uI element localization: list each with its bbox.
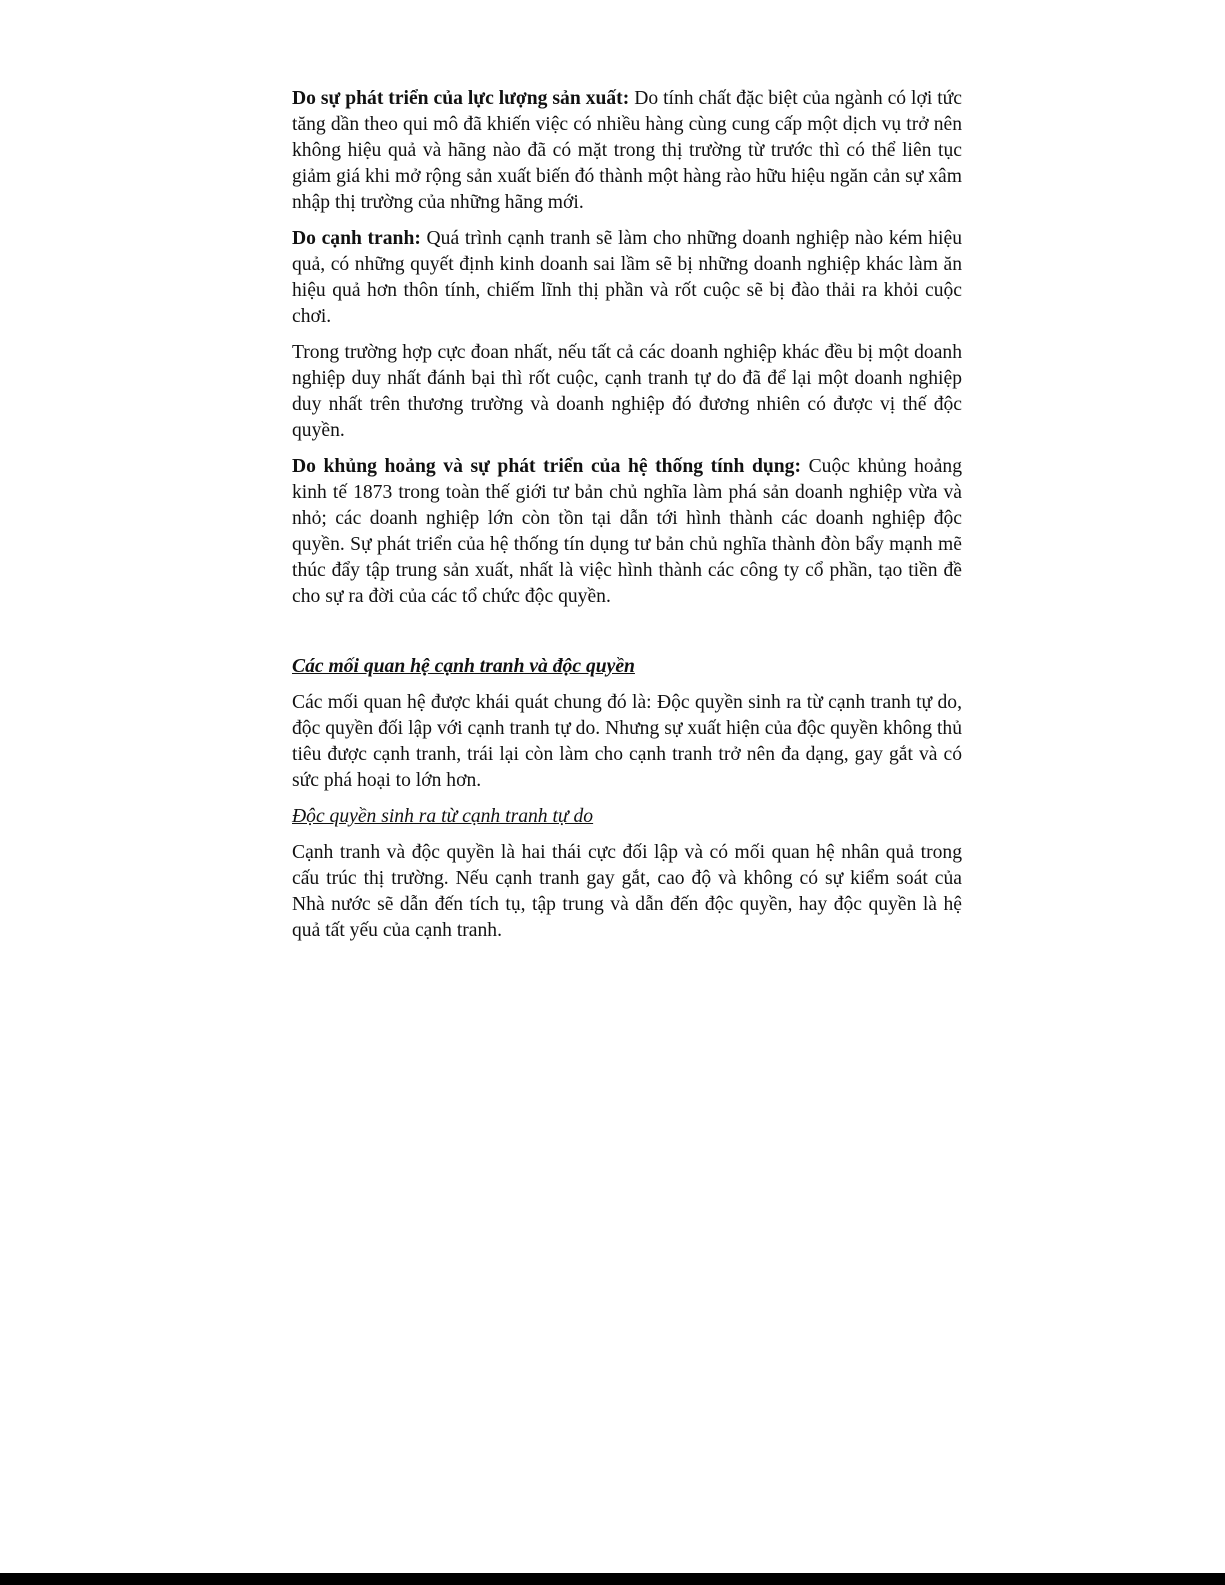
paragraph-productive-forces bbox=[292, 86, 962, 216]
paragraph-text: Cuộc khủng hoảng kinh tế 1873 trong toàn thế giới tư bản chủ nghĩa làm phá sản doanh nghiệp vừa và nhỏ; các doanh nghiệp lớn còn tồn tại dẫn tới hình thành các doanh nghiệp độc quyền. Sự phát triển của hệ thống tín dụng tư bản chủ nghĩa thành đòn bẩy mạnh mẽ thúc đẩy tập trung sản xuất, nhất là việc hình thành các công ty cổ phần, tạo tiền đề cho sự ra đời của các tổ chức độc quyền. bbox=[292, 456, 962, 607]
section-heading: Các mối quan hệ cạnh tranh và độc quyền bbox=[292, 656, 635, 677]
paragraph-lead: Do cạnh tranh: bbox=[292, 228, 421, 249]
paragraph-text: Trong trường hợp cực đoan nhất, nếu tất cả các doanh nghiệp khác đều bị một doanh nghiệp duy nhất đánh bại thì rốt cuộc, cạnh tranh tự do đã để lại một doanh nghiệp duy nhất trên thương trường và doanh nghiệp đó đương nhiên có được vị thế độc quyền. bbox=[292, 342, 962, 441]
paragraph-lead: Do khủng hoảng và sự phát triển của hệ thống tính dụng: bbox=[292, 456, 801, 477]
paragraph-competition bbox=[292, 226, 962, 330]
paragraph-lead: Do sự phát triển của lực lượng sản xuất: bbox=[292, 88, 630, 109]
document-page bbox=[292, 86, 962, 954]
sub-heading: Độc quyền sinh ra từ cạnh tranh tự do bbox=[292, 806, 594, 827]
paragraph-text: Quá trình cạnh tranh sẽ làm cho những doanh nghiệp nào kém hiệu quả, có những quyết định kinh doanh sai lầm sẽ bị những doanh nghiệp khác làm ăn hiệu quả hơn thôn tính, chiếm lĩnh thị phần và rốt cuộc sẽ bị đào thải ra khỏi cuộc chơi. bbox=[292, 228, 962, 327]
section-intro-paragraph: Các mối quan hệ được khái quát chung đó là: Độc quyền sinh ra từ cạnh tranh tự do, độc quyền đối lập với cạnh tranh tự do. Nhưng sự xuất hiện của độc quyền không thủ tiêu được cạnh tranh, trái lại còn làm cho cạnh tranh trở nên đa dạng, gay gắt và có sức phá hoại to lớn hơn. bbox=[292, 692, 962, 791]
paragraph-text: Do tính chất đặc biệt của ngành có lợi tức tăng dần theo qui mô đã khiến việc có nhiều hàng cùng cung cấp một dịch vụ trở nên không hiệu quả và hãng nào đã có mặt trong thị trường từ trước thì có thể liên tục giảm giá khi mở rộng sản xuất biến đó thành một hàng rào hữu hiệu ngăn cản sự xâm nhập thị trường của những hãng mới. bbox=[292, 88, 962, 213]
bottom-border bbox=[0, 1573, 1225, 1585]
paragraph-crisis-credit bbox=[292, 454, 962, 610]
paragraph-extreme-case bbox=[292, 340, 962, 444]
sub-section-paragraph: Cạnh tranh và độc quyền là hai thái cực đối lập và có mối quan hệ nhân quả trong cấu trúc thị trường. Nếu cạnh tranh gay gắt, cao độ và không có sự kiểm soát của Nhà nước sẽ dẫn đến tích tụ, tập trung và dẫn đến độc quyền, hay độc quyền là hệ quả tất yếu của cạnh tranh. bbox=[292, 842, 962, 941]
